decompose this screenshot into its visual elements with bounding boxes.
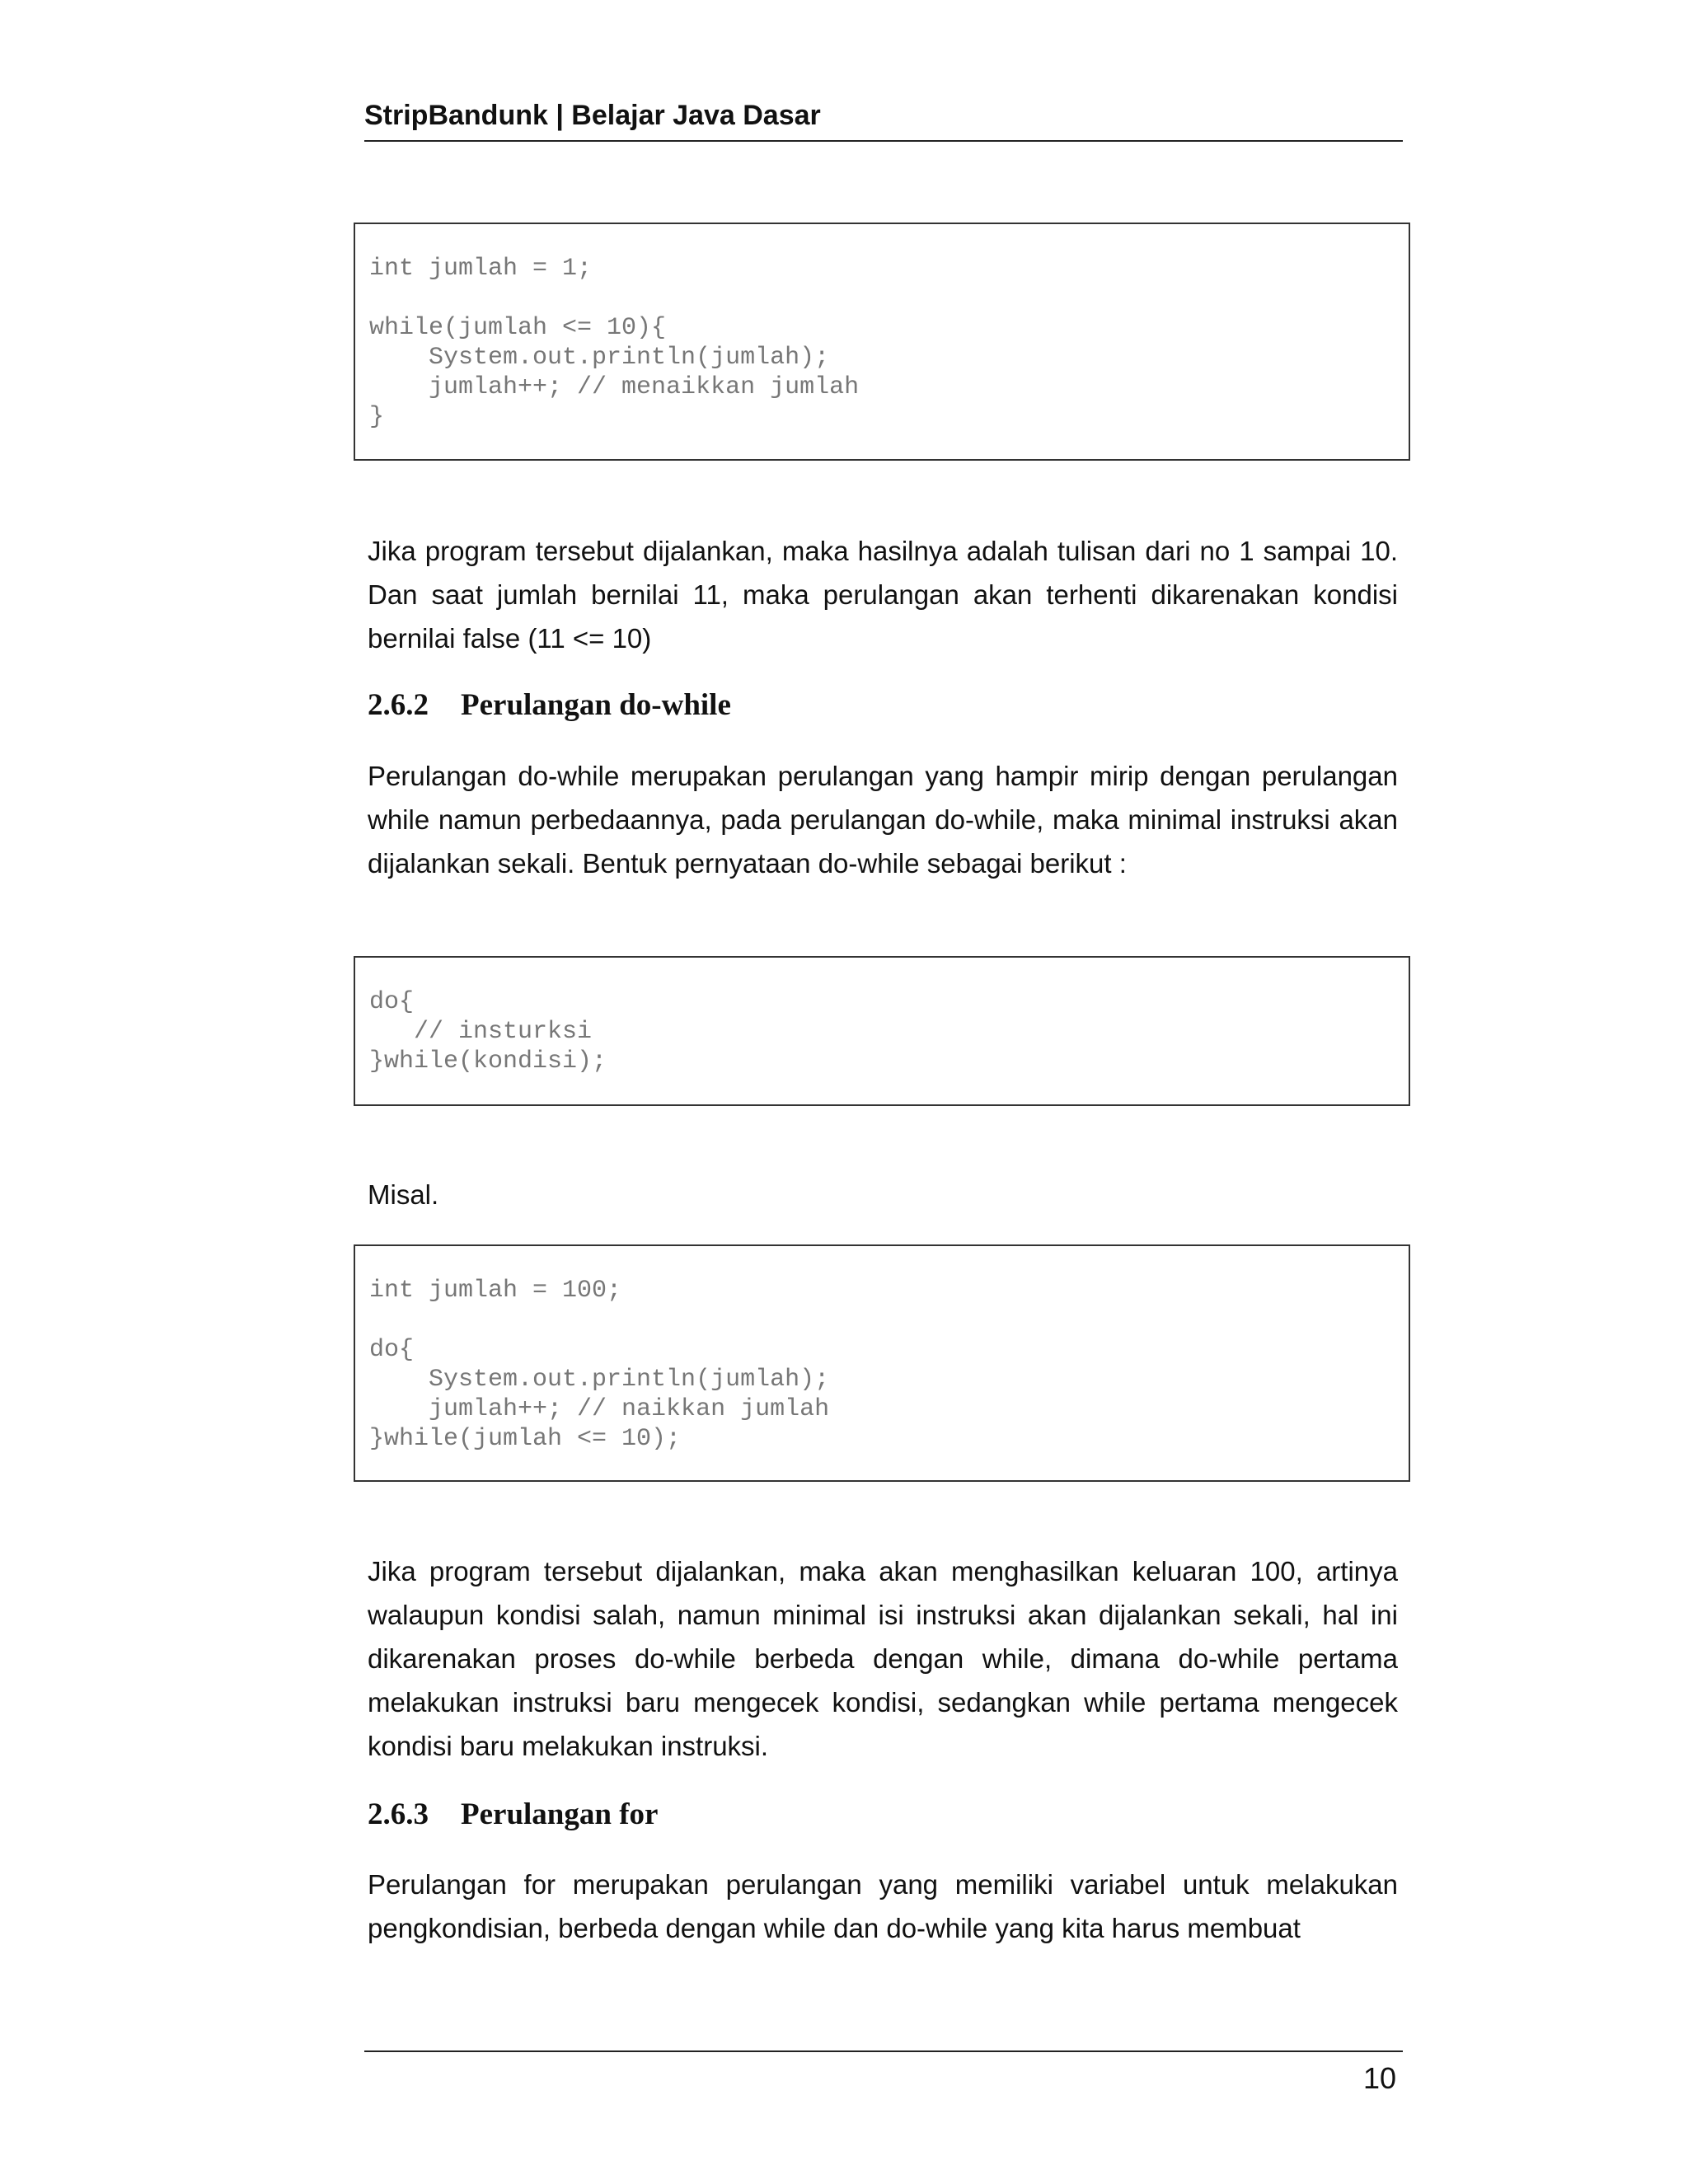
section-heading-do-while bbox=[368, 687, 1398, 724]
code-line: while(jumlah <= 10){ bbox=[369, 314, 667, 342]
code-block-do-while-syntax bbox=[354, 956, 1410, 1106]
code-block-while-example bbox=[354, 223, 1410, 461]
code-line: do{ bbox=[369, 1336, 415, 1364]
paragraph-do-while-result: Jika program tersebut dijalankan, maka akan menghasilkan keluaran 100, artinya walaupun kondisi salah, namun minimal isi instruksi akan dijalankan sekali, hal ini dikarenakan proses do-while berbeda dengan while, dimana do-while pertama melakukan instruksi baru mengecek kondisi, sedangkan while pertama mengecek kondisi baru melakukan instruksi. bbox=[368, 1556, 1398, 1761]
example-label: Misal. bbox=[368, 1179, 439, 1210]
footer-rule bbox=[364, 2050, 1403, 2052]
code-line: }while(jumlah <= 10); bbox=[369, 1425, 682, 1453]
code-line: int jumlah = 100; bbox=[369, 1277, 622, 1305]
code-line: int jumlah = 1; bbox=[369, 255, 593, 283]
page-number: 10 bbox=[1362, 2061, 1396, 2095]
code-line: }while(kondisi); bbox=[369, 1047, 607, 1076]
code-line: jumlah++; // menaikkan jumlah bbox=[369, 373, 860, 401]
running-header: StripBandunk | Belajar Java Dasar bbox=[364, 100, 821, 131]
code-line: System.out.println(jumlah); bbox=[369, 1366, 830, 1394]
code-line: System.out.println(jumlah); bbox=[369, 344, 830, 372]
section-number: 2.6.3 bbox=[368, 1797, 429, 1831]
section-title: Perulangan for bbox=[461, 1797, 659, 1831]
paragraph-for-intro: Perulangan for merupakan perulangan yang memiliki variabel untuk melakukan pengkondisian, berbeda dengan while dan do-while yang kita harus membuat bbox=[368, 1869, 1398, 1943]
section-title: Perulangan do-while bbox=[461, 688, 731, 722]
code-line: do{ bbox=[369, 988, 415, 1016]
header-rule bbox=[364, 140, 1403, 142]
paragraph-do-while-intro: Perulangan do-while merupakan perulangan yang hampir mirip dengan perulangan while namun perbedaannya, pada perulangan do-while, maka minimal instruksi akan dijalankan sekali. Bentuk pernyataan do-while sebagai berikut : bbox=[368, 761, 1398, 879]
code-line: } bbox=[369, 403, 385, 431]
code-line: // insturksi bbox=[369, 1018, 593, 1046]
section-number: 2.6.2 bbox=[368, 688, 429, 722]
section-heading-for bbox=[368, 1797, 1398, 1833]
paragraph-while-result: Jika program tersebut dijalankan, maka hasilnya adalah tulisan dari no 1 sampai 10. Dan saat jumlah bernilai 11, maka perulangan akan terhenti dikarenakan kondisi bernilai false (11 <= 10) bbox=[368, 536, 1398, 654]
code-block-do-while-example bbox=[354, 1244, 1410, 1482]
code-line: jumlah++; // naikkan jumlah bbox=[369, 1395, 830, 1423]
